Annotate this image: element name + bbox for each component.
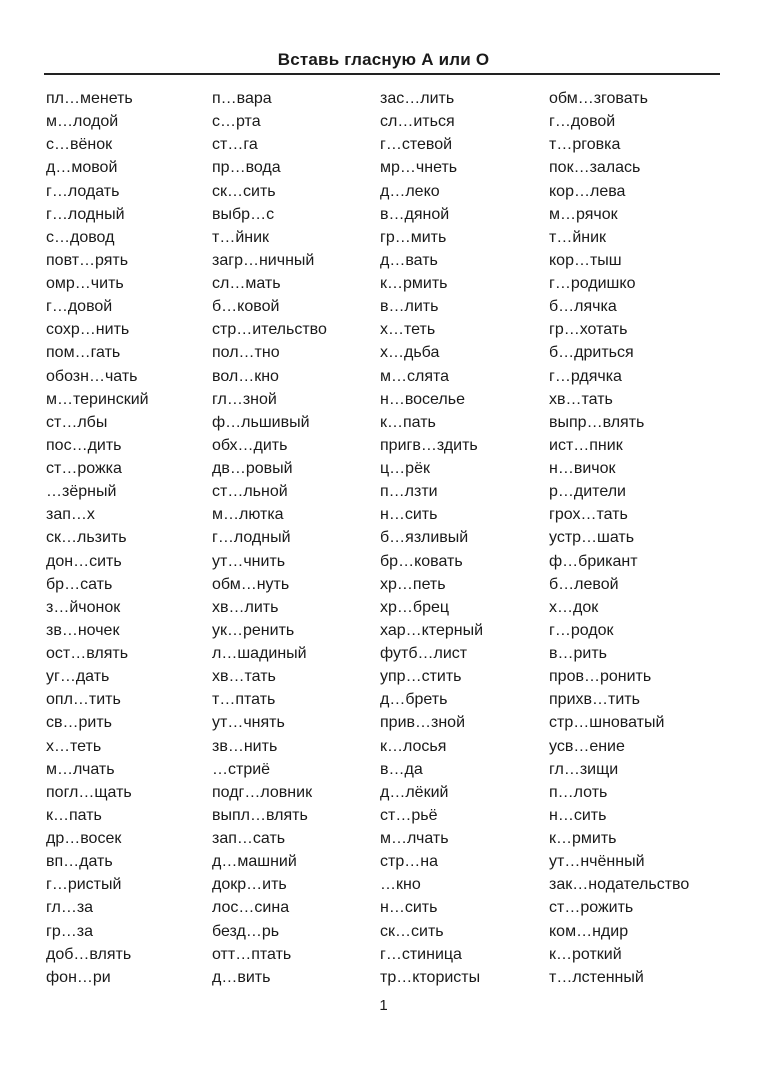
word-item: пос…дить (46, 436, 122, 454)
word-item: т…птать (212, 691, 276, 709)
word-item: пл…менеть (46, 90, 133, 107)
word-item: ст…рожить (549, 899, 634, 917)
word-item: зак…нодательство (549, 876, 690, 894)
word-item: докр…ить (212, 876, 287, 894)
word-item: стр…шноватый (549, 714, 665, 732)
word-item: зв…нить (212, 737, 278, 755)
word-item: ст…лбы (46, 413, 108, 431)
word-item: пок…залась (549, 159, 641, 177)
word-item: б…лячка (549, 298, 617, 316)
word-item: ск…сить (380, 922, 444, 940)
word-item: м…теринский (46, 390, 149, 408)
word-item: м…лодой (46, 113, 119, 131)
word-item: м…лчать (380, 830, 449, 847)
word-item: гл…зной (212, 390, 277, 408)
word-item: хв…лить (212, 598, 279, 616)
word-item: г…лодный (212, 529, 291, 547)
word-item: безд…рь (212, 922, 280, 940)
word-item: с…рта (212, 113, 261, 131)
word-column-2 (212, 87, 387, 989)
word-item: г…стиница (380, 945, 462, 963)
word-item: хв…тать (212, 668, 276, 686)
word-item: х…дьба (380, 344, 440, 362)
word-item: обозн…чать (46, 367, 138, 385)
word-item: с…довод (46, 228, 115, 246)
word-item: выбр…с (212, 205, 275, 223)
word-item: мр…чнеть (380, 159, 458, 177)
word-item: уг…дать (46, 668, 110, 686)
word-item: р…дители (549, 483, 626, 501)
word-item: н…сить (549, 806, 607, 824)
word-item: дон…сить (46, 552, 122, 570)
word-item: стр…ительство (212, 321, 327, 339)
word-item: гл…зищи (549, 760, 619, 778)
page-number: 1 (379, 997, 388, 1014)
word-item: обм…зговать (549, 90, 648, 107)
word-item: гр…мить (380, 228, 447, 246)
word-item: г…довой (46, 298, 113, 316)
word-item: тр…ктористы (380, 968, 481, 986)
word-item: л…шадиный (212, 645, 307, 662)
word-item: к…пать (46, 806, 102, 824)
word-item: к…рмить (549, 830, 617, 847)
word-item: вол…кно (212, 367, 279, 385)
word-item: х…док (549, 598, 599, 616)
word-item: бр…ковать (380, 552, 463, 570)
word-item: …стриё (212, 760, 271, 778)
word-item: т…рговка (549, 136, 621, 154)
page-title: Вставь гласную А или О (277, 50, 490, 69)
word-column-1 (46, 87, 221, 989)
word-item: ск…сить (212, 182, 276, 200)
word-item: пров…ронить (549, 668, 652, 686)
word-item: доб…влять (46, 945, 132, 963)
word-item: ут…чнять (212, 714, 285, 732)
word-item: к…лосья (380, 737, 447, 755)
word-item: гр…за (46, 922, 93, 940)
word-item: выпл…влять (212, 806, 308, 824)
word-item: омр…чить (46, 275, 124, 292)
word-item: н…сить (380, 506, 438, 524)
word-item: др…восек (46, 830, 122, 847)
word-item: х…теть (380, 321, 436, 339)
word-item: х…теть (46, 737, 102, 755)
word-item: ц…рёк (380, 460, 430, 477)
word-item: д…мовой (46, 159, 118, 177)
word-item: г…ристый (46, 876, 122, 894)
word-item: …зёрный (46, 483, 117, 501)
word-item: ск…льзить (46, 529, 127, 547)
word-item: бр…сать (46, 575, 113, 593)
word-item: г…довой (549, 113, 616, 131)
word-item: б…дриться (549, 344, 634, 362)
word-item: г…лодный (46, 205, 125, 223)
word-item: п…лоть (549, 783, 608, 801)
word-item: в…да (380, 760, 423, 778)
word-item: …кно (380, 876, 421, 894)
word-item: г…рдячка (549, 367, 622, 385)
word-item: загр…ничный (212, 251, 315, 269)
word-item: хв…тать (549, 390, 613, 408)
word-item: устр…шать (549, 529, 635, 547)
word-item: зв…ночек (46, 621, 120, 639)
word-item: усв…ение (549, 737, 625, 755)
word-item: д…вить (212, 968, 271, 986)
word-item: ук…ренить (212, 621, 295, 639)
word-item: ф…брикант (549, 552, 638, 570)
word-item: повт…рять (46, 251, 129, 269)
word-item: п…лзти (380, 483, 438, 501)
word-item: т…йник (549, 228, 607, 246)
word-item: лос…сина (212, 899, 290, 917)
word-item: обх…дить (212, 436, 288, 454)
word-item: б…язливый (380, 529, 469, 547)
word-item: м…рячок (549, 205, 618, 223)
word-item: упр…стить (380, 668, 462, 686)
word-item: ост…влять (46, 645, 129, 662)
word-item: н…сить (380, 899, 438, 917)
word-item: зап…сать (212, 830, 286, 847)
word-item: ст…льной (212, 483, 288, 501)
word-item: д…машний (212, 853, 297, 871)
word-item: ут…чнить (212, 552, 286, 570)
word-item: сл…мать (212, 275, 281, 292)
word-item: д…бреть (380, 691, 448, 709)
word-item: м…лчать (46, 760, 115, 778)
word-item: пригв…здить (380, 436, 478, 454)
word-item: ст…рьё (380, 806, 438, 824)
word-item: г…родок (549, 621, 614, 639)
word-item: вп…дать (46, 853, 113, 871)
word-item: подг…ловник (212, 783, 313, 801)
word-item: м…слята (380, 367, 450, 385)
word-item: в…дяной (380, 205, 450, 223)
word-item: грох…тать (549, 506, 628, 524)
word-item: б…ковой (212, 298, 280, 316)
word-item: погл…щать (46, 783, 132, 801)
word-item: дв…ровый (212, 460, 293, 477)
word-item: г…стевой (380, 136, 453, 154)
word-item: хр…петь (380, 575, 446, 593)
word-item: н…воселье (380, 390, 465, 408)
word-item: б…левой (549, 575, 619, 593)
word-item: кор…тыш (549, 251, 622, 269)
word-item: м…лютка (212, 506, 284, 524)
word-item: т…йник (212, 228, 270, 246)
word-item: с…вёнок (46, 136, 113, 154)
word-item: зап…х (46, 506, 95, 524)
word-item: к…роткий (549, 945, 622, 963)
word-item: ут…нчённый (549, 853, 645, 871)
word-item: сл…иться (380, 113, 455, 131)
word-item: прив…зной (380, 714, 466, 732)
word-column-4 (549, 87, 724, 989)
word-item: в…рить (549, 645, 607, 662)
word-item: д…лёкий (380, 783, 449, 801)
word-item: д…вать (380, 251, 438, 269)
word-item: обм…нуть (212, 575, 290, 593)
word-column-3 (380, 87, 555, 989)
word-item: ф…льшивый (212, 413, 310, 431)
word-item: ком…ндир (549, 922, 629, 940)
word-item: прихв…тить (549, 691, 640, 709)
word-item: хр…брец (380, 598, 450, 616)
word-item: сохр…нить (46, 321, 130, 339)
word-item: отт…птать (212, 945, 292, 963)
word-item: кор…лева (549, 182, 626, 200)
word-item: п…вара (212, 90, 272, 107)
word-item: хар…ктерный (380, 621, 484, 639)
word-item: ист…пник (549, 436, 623, 454)
word-item: н…вичок (549, 460, 616, 477)
word-item: г…родишко (549, 275, 636, 292)
word-item: т…лстенный (549, 968, 644, 986)
word-item: пол…тно (212, 344, 280, 362)
word-item: пр…вода (212, 159, 281, 177)
word-item: з…йчонок (46, 598, 121, 616)
word-item: к…пать (380, 413, 436, 431)
word-item: выпр…влять (549, 413, 645, 431)
word-item: гр…хотать (549, 321, 628, 339)
word-item: зас…лить (380, 90, 455, 107)
word-item: ст…рожка (46, 460, 122, 477)
word-item: ст…га (212, 136, 258, 154)
title-underline (44, 73, 720, 75)
word-item: св…рить (46, 714, 112, 732)
word-item: футб…лист (380, 645, 468, 662)
word-item: стр…на (380, 853, 438, 871)
word-item: в…лить (380, 298, 439, 316)
word-item: опл…тить (46, 691, 121, 709)
word-item: д…леко (380, 182, 440, 200)
word-item: к…рмить (380, 275, 448, 292)
word-item: г…лодать (46, 182, 120, 200)
word-item: гл…за (46, 899, 94, 917)
word-item: пом…гать (46, 344, 121, 362)
word-item: фон…ри (46, 968, 111, 986)
